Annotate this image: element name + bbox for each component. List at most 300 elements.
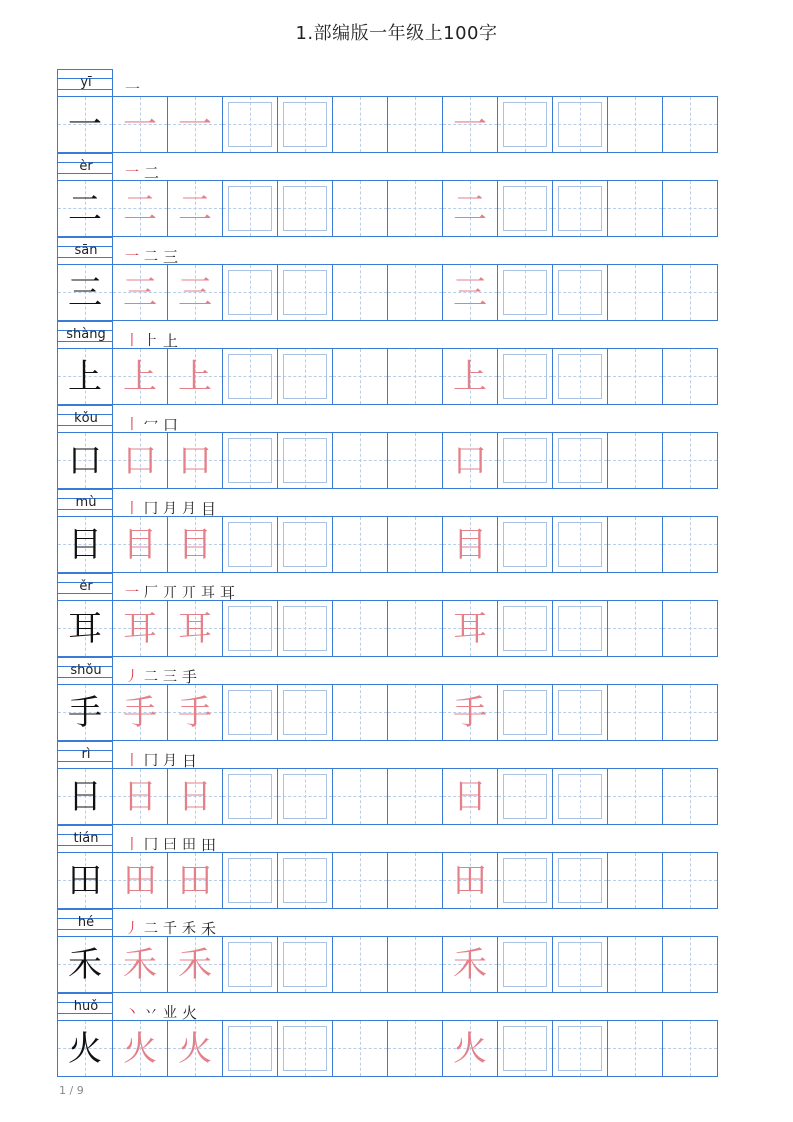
writing-cell[interactable]	[552, 516, 608, 573]
writing-cell[interactable]	[607, 180, 663, 237]
trace-cell[interactable]	[112, 1020, 168, 1077]
pinyin-label: kǒu	[74, 411, 98, 426]
writing-cell[interactable]	[552, 264, 608, 321]
pinyin-cell	[57, 153, 113, 180]
stroke-step: 耳	[220, 584, 236, 602]
writing-cell[interactable]	[387, 96, 443, 153]
stroke-step: 口	[163, 416, 179, 434]
writing-cell[interactable]	[552, 852, 608, 909]
writing-cell[interactable]	[387, 600, 443, 657]
writing-cell[interactable]	[222, 348, 278, 405]
trace-cell[interactable]	[442, 1020, 498, 1077]
writing-cell[interactable]	[552, 768, 608, 825]
trace-cell[interactable]	[167, 684, 223, 741]
writing-cell[interactable]	[222, 432, 278, 489]
stroke-order	[125, 411, 178, 433]
writing-cell[interactable]	[662, 768, 718, 825]
writing-cell[interactable]	[332, 348, 388, 405]
model-character-cell	[57, 1020, 113, 1077]
writing-cell[interactable]	[222, 180, 278, 237]
inner-box	[283, 438, 327, 483]
pinyin-cell	[57, 909, 113, 936]
inner-box	[503, 438, 547, 483]
trace-cell[interactable]	[167, 264, 223, 321]
writing-cell[interactable]	[662, 264, 718, 321]
stroke-step: 丨	[125, 333, 139, 349]
trace-cell[interactable]	[442, 348, 498, 405]
trace-character: 田	[123, 860, 157, 901]
writing-cell[interactable]	[497, 1020, 553, 1077]
trace-character: 目	[123, 524, 157, 565]
writing-cell[interactable]	[497, 684, 553, 741]
model-character-cell	[57, 852, 113, 909]
trace-character: 二	[178, 188, 212, 229]
trace-character: 耳	[453, 608, 487, 649]
writing-cell[interactable]	[607, 348, 663, 405]
stroke-order	[125, 75, 140, 97]
trace-character: 耳	[178, 608, 212, 649]
model-character-cell	[57, 684, 113, 741]
trace-character: 禾	[453, 944, 487, 985]
inner-box	[503, 690, 547, 735]
practice-row	[57, 741, 730, 825]
inner-box	[558, 774, 602, 819]
inner-box	[558, 606, 602, 651]
pinyin-label: sān	[74, 243, 98, 258]
stroke-step: 丨	[125, 501, 139, 517]
stroke-step: 月	[163, 501, 177, 517]
model-character-cell	[57, 348, 113, 405]
pinyin-label: shǒu	[70, 663, 102, 678]
writing-cell[interactable]	[662, 600, 718, 657]
inner-box	[503, 774, 547, 819]
writing-cell[interactable]	[497, 180, 553, 237]
writing-cell[interactable]	[607, 768, 663, 825]
stroke-order	[125, 747, 197, 769]
writing-cell[interactable]	[497, 600, 553, 657]
writing-cell[interactable]	[387, 936, 443, 993]
writing-cells	[57, 600, 718, 657]
writing-cell[interactable]	[387, 348, 443, 405]
trace-cell[interactable]	[112, 348, 168, 405]
trace-character: 目	[453, 524, 487, 565]
inner-box	[503, 522, 547, 567]
writing-cells	[57, 1020, 718, 1077]
inner-box	[228, 270, 272, 315]
stroke-order	[125, 243, 178, 265]
trace-character: 禾	[178, 944, 212, 985]
inner-box	[283, 942, 327, 987]
writing-cell[interactable]	[662, 348, 718, 405]
stroke-order	[125, 999, 197, 1021]
trace-cell[interactable]	[112, 432, 168, 489]
writing-cell[interactable]	[497, 768, 553, 825]
writing-cell[interactable]	[277, 516, 333, 573]
inner-box	[558, 270, 602, 315]
model-character-cell	[57, 180, 113, 237]
trace-cell[interactable]	[112, 516, 168, 573]
writing-cells	[57, 936, 718, 993]
trace-cell[interactable]	[442, 432, 498, 489]
trace-cell[interactable]	[167, 432, 223, 489]
pinyin-cell	[57, 657, 113, 684]
trace-character: 一	[178, 104, 212, 145]
inner-box	[228, 690, 272, 735]
writing-cell[interactable]	[662, 516, 718, 573]
trace-cell[interactable]	[167, 852, 223, 909]
writing-cell[interactable]	[607, 1020, 663, 1077]
inner-box	[558, 438, 602, 483]
stroke-order	[125, 831, 216, 853]
writing-cell[interactable]	[332, 936, 388, 993]
writing-cell[interactable]	[552, 600, 608, 657]
writing-cell[interactable]	[607, 852, 663, 909]
pinyin-cell	[57, 489, 113, 516]
writing-cell[interactable]	[662, 936, 718, 993]
trace-cell[interactable]	[167, 348, 223, 405]
stroke-step: 千	[163, 921, 177, 937]
model-character: 耳	[68, 608, 102, 649]
writing-cell[interactable]	[497, 96, 553, 153]
trace-character: 田	[453, 860, 487, 901]
pinyin-cell	[57, 741, 113, 768]
trace-character: 手	[123, 692, 157, 733]
writing-cell[interactable]	[277, 936, 333, 993]
inner-box	[558, 858, 602, 903]
stroke-step: 火	[182, 1004, 198, 1022]
trace-character: 上	[123, 356, 157, 397]
trace-cell[interactable]	[442, 936, 498, 993]
writing-cell[interactable]	[222, 1020, 278, 1077]
trace-cell[interactable]	[442, 180, 498, 237]
writing-cell[interactable]	[332, 684, 388, 741]
writing-cell[interactable]	[607, 516, 663, 573]
stroke-step: 手	[182, 668, 198, 686]
inner-box	[228, 522, 272, 567]
writing-cell[interactable]	[277, 264, 333, 321]
stroke-step: 耳	[201, 585, 215, 601]
pinyin-label: yī	[80, 75, 92, 90]
inner-box	[228, 942, 272, 987]
inner-box	[283, 774, 327, 819]
stroke-step: 丷	[144, 1005, 158, 1021]
stroke-order	[125, 159, 159, 181]
trace-character: 一	[123, 104, 157, 145]
writing-cell[interactable]	[607, 600, 663, 657]
inner-box	[228, 354, 272, 399]
writing-cell[interactable]	[222, 936, 278, 993]
trace-cell[interactable]	[442, 516, 498, 573]
writing-cell[interactable]	[607, 432, 663, 489]
inner-box	[558, 1026, 602, 1071]
writing-cell[interactable]	[222, 264, 278, 321]
trace-cell[interactable]	[112, 600, 168, 657]
practice-row	[57, 573, 730, 657]
stroke-step: 曰	[163, 837, 177, 853]
model-character: 目	[68, 524, 102, 565]
writing-cell[interactable]	[222, 516, 278, 573]
trace-cell[interactable]	[167, 516, 223, 573]
writing-cell[interactable]	[552, 936, 608, 993]
writing-cell[interactable]	[662, 852, 718, 909]
stroke-step: ⺊	[144, 333, 158, 349]
practice-row	[57, 237, 730, 321]
writing-cell[interactable]	[222, 96, 278, 153]
writing-cell[interactable]	[497, 516, 553, 573]
trace-cell[interactable]	[112, 96, 168, 153]
writing-cell[interactable]	[607, 264, 663, 321]
pinyin-cell	[57, 825, 113, 852]
stroke-step: 冖	[144, 417, 158, 433]
writing-cell[interactable]	[222, 768, 278, 825]
trace-character: 二	[123, 188, 157, 229]
stroke-step: 冂	[144, 501, 158, 517]
pinyin-label: ěr	[79, 579, 93, 594]
model-character-cell	[57, 264, 113, 321]
writing-cell[interactable]	[552, 684, 608, 741]
writing-cell[interactable]	[277, 684, 333, 741]
inner-box	[283, 102, 327, 147]
model-character: 禾	[68, 944, 102, 985]
writing-cell[interactable]	[662, 1020, 718, 1077]
writing-cell[interactable]	[662, 96, 718, 153]
stroke-step: 月	[182, 501, 196, 517]
pinyin-label: mù	[75, 495, 97, 510]
practice-row	[57, 69, 730, 153]
trace-cell[interactable]	[167, 96, 223, 153]
trace-cell[interactable]	[167, 600, 223, 657]
writing-cell[interactable]	[497, 348, 553, 405]
stroke-step: 月	[163, 753, 177, 769]
pinyin-label: èr	[79, 159, 93, 174]
trace-character: 手	[453, 692, 487, 733]
page-title: 1.部编版一年级上100字	[295, 23, 498, 44]
inner-box	[283, 354, 327, 399]
stroke-step: 上	[163, 332, 179, 350]
stroke-step: 丌	[163, 585, 177, 601]
writing-cell[interactable]	[332, 96, 388, 153]
pinyin-cell	[57, 405, 113, 432]
writing-cell[interactable]	[387, 1020, 443, 1077]
inner-box	[228, 102, 272, 147]
trace-cell[interactable]	[112, 768, 168, 825]
practice-row	[57, 909, 730, 993]
inner-box	[283, 270, 327, 315]
inner-box	[283, 858, 327, 903]
trace-cell[interactable]	[442, 768, 498, 825]
inner-box	[228, 606, 272, 651]
trace-character: 一	[453, 104, 487, 145]
stroke-step: 业	[163, 1005, 177, 1021]
pinyin-label: shàng	[66, 327, 106, 342]
writing-cell[interactable]	[552, 348, 608, 405]
stroke-step: 一	[125, 585, 139, 601]
writing-cell[interactable]	[332, 432, 388, 489]
stroke-step: 丨	[125, 753, 139, 769]
stroke-step: 三	[163, 669, 177, 685]
writing-cell[interactable]	[332, 852, 388, 909]
writing-cell[interactable]	[222, 600, 278, 657]
writing-cell[interactable]	[277, 1020, 333, 1077]
stroke-step: 一	[125, 249, 139, 265]
stroke-step: 丿	[125, 669, 139, 685]
writing-cell[interactable]	[497, 852, 553, 909]
writing-cell[interactable]	[662, 432, 718, 489]
stroke-order	[125, 663, 197, 685]
writing-cell[interactable]	[222, 684, 278, 741]
trace-character: 火	[178, 1028, 212, 1069]
writing-cell[interactable]	[662, 180, 718, 237]
writing-cell[interactable]	[387, 852, 443, 909]
inner-box	[283, 606, 327, 651]
writing-cell[interactable]	[332, 264, 388, 321]
writing-cells	[57, 96, 718, 153]
model-character: 一	[68, 104, 102, 145]
inner-box	[503, 270, 547, 315]
trace-character: 上	[178, 356, 212, 397]
stroke-step: 田	[201, 836, 217, 854]
trace-character: 日	[178, 776, 212, 817]
inner-box	[283, 522, 327, 567]
writing-cell[interactable]	[277, 852, 333, 909]
trace-character: 二	[453, 188, 487, 229]
writing-cell[interactable]	[332, 180, 388, 237]
trace-character: 目	[178, 524, 212, 565]
trace-cell[interactable]	[167, 936, 223, 993]
trace-cell[interactable]	[167, 180, 223, 237]
model-character: 日	[68, 776, 102, 817]
writing-cell[interactable]	[332, 768, 388, 825]
writing-cells	[57, 432, 718, 489]
practice-row	[57, 321, 730, 405]
stroke-step: 一	[125, 80, 141, 98]
writing-cell[interactable]	[277, 180, 333, 237]
inner-box	[503, 1026, 547, 1071]
trace-cell[interactable]	[112, 264, 168, 321]
writing-cell[interactable]	[607, 936, 663, 993]
practice-row	[57, 405, 730, 489]
inner-box	[503, 102, 547, 147]
trace-cell[interactable]	[167, 768, 223, 825]
practice-row	[57, 825, 730, 909]
writing-cell[interactable]	[662, 684, 718, 741]
pinyin-cell	[57, 993, 113, 1020]
writing-cell[interactable]	[387, 516, 443, 573]
writing-cell[interactable]	[607, 96, 663, 153]
pinyin-cell	[57, 321, 113, 348]
trace-cell[interactable]	[442, 852, 498, 909]
trace-character: 口	[453, 440, 487, 481]
inner-box	[558, 942, 602, 987]
trace-cell[interactable]	[442, 264, 498, 321]
writing-cell[interactable]	[332, 600, 388, 657]
model-character: 田	[68, 860, 102, 901]
writing-cell[interactable]	[277, 600, 333, 657]
trace-cell[interactable]	[112, 180, 168, 237]
writing-cell[interactable]	[277, 348, 333, 405]
trace-cell[interactable]	[442, 96, 498, 153]
trace-character: 三	[123, 272, 157, 313]
model-character: 手	[68, 692, 102, 733]
trace-character: 禾	[123, 944, 157, 985]
stroke-step: 丨	[125, 417, 139, 433]
inner-box	[503, 942, 547, 987]
trace-character: 火	[123, 1028, 157, 1069]
trace-character: 手	[178, 692, 212, 733]
pinyin-cell	[57, 69, 113, 96]
stroke-step: 丿	[125, 921, 139, 937]
stroke-step: 目	[201, 500, 217, 518]
stroke-step: 二	[144, 921, 158, 937]
pinyin-label: huǒ	[73, 999, 99, 1014]
stroke-step: 二	[144, 249, 158, 265]
writing-cell[interactable]	[607, 684, 663, 741]
model-character: 上	[68, 356, 102, 397]
model-character: 三	[68, 272, 102, 313]
inner-box	[503, 858, 547, 903]
stroke-order	[125, 579, 235, 601]
pinyin-cell	[57, 237, 113, 264]
writing-cell[interactable]	[552, 96, 608, 153]
writing-cell[interactable]	[387, 432, 443, 489]
writing-cell[interactable]	[387, 768, 443, 825]
writing-cell[interactable]	[387, 180, 443, 237]
writing-cell[interactable]	[387, 684, 443, 741]
page-indicator: 1 / 9	[59, 1084, 84, 1097]
writing-cell[interactable]	[332, 1020, 388, 1077]
inner-box	[283, 1026, 327, 1071]
stroke-step: 三	[163, 248, 179, 266]
trace-character: 火	[453, 1028, 487, 1069]
writing-cell[interactable]	[552, 180, 608, 237]
stroke-step: 丶	[125, 1005, 139, 1021]
trace-cell[interactable]	[112, 936, 168, 993]
writing-cell[interactable]	[552, 1020, 608, 1077]
writing-cell[interactable]	[222, 852, 278, 909]
stroke-step: 冂	[144, 753, 158, 769]
writing-cell[interactable]	[497, 264, 553, 321]
inner-box	[558, 102, 602, 147]
writing-cell[interactable]	[332, 516, 388, 573]
inner-box	[558, 186, 602, 231]
writing-cell[interactable]	[497, 432, 553, 489]
writing-cell[interactable]	[387, 264, 443, 321]
inner-box	[503, 606, 547, 651]
inner-box	[228, 438, 272, 483]
trace-character: 日	[453, 776, 487, 817]
writing-cell[interactable]	[552, 432, 608, 489]
inner-box	[228, 858, 272, 903]
trace-cell[interactable]	[442, 684, 498, 741]
pinyin-cell	[57, 573, 113, 600]
writing-cell[interactable]	[277, 432, 333, 489]
trace-cell[interactable]	[442, 600, 498, 657]
trace-cell[interactable]	[167, 1020, 223, 1077]
writing-cell[interactable]	[277, 96, 333, 153]
inner-box	[283, 690, 327, 735]
practice-row	[57, 657, 730, 741]
trace-character: 上	[453, 356, 487, 397]
stroke-step: 禾	[201, 920, 217, 938]
writing-cells	[57, 264, 718, 321]
trace-cell[interactable]	[112, 852, 168, 909]
writing-cell[interactable]	[277, 768, 333, 825]
stroke-step: 禾	[182, 921, 196, 937]
stroke-step: 一	[125, 165, 139, 181]
trace-character: 口	[178, 440, 212, 481]
writing-cell[interactable]	[497, 936, 553, 993]
trace-cell[interactable]	[112, 684, 168, 741]
